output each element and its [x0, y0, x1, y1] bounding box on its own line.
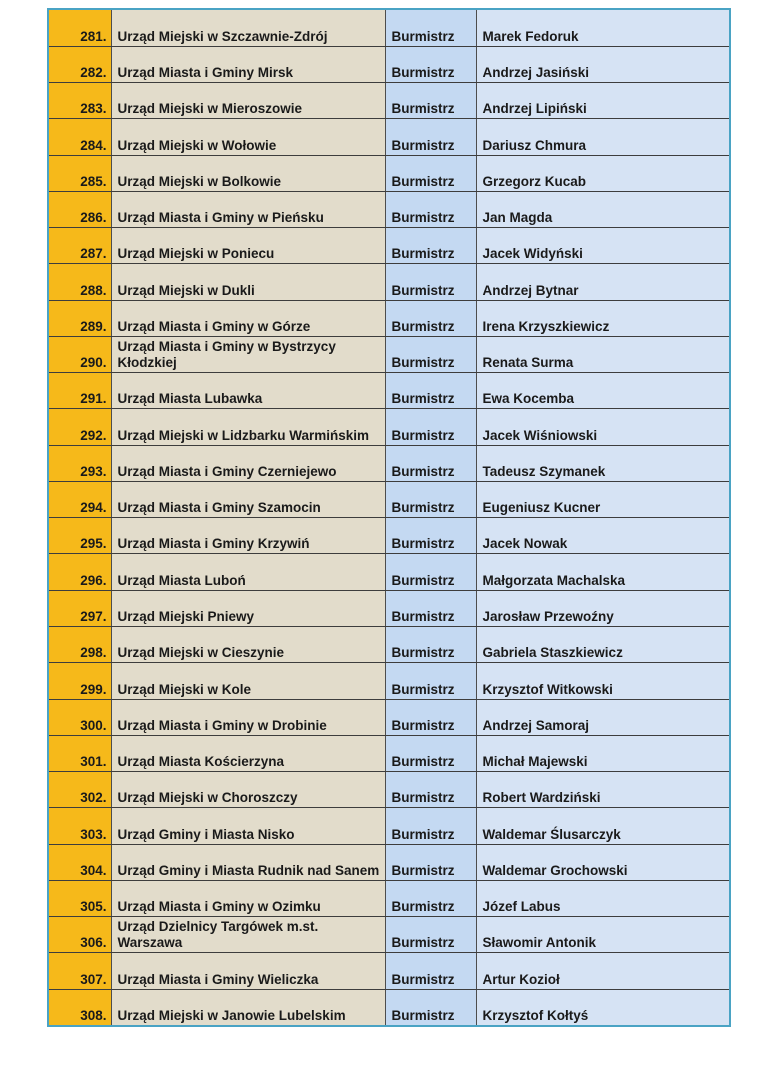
row-number: 299. — [49, 663, 111, 699]
office-name: Urząd Miasta i Gminy w Ozimku — [111, 880, 385, 916]
office-name: Urząd Miejski w Mieroszowie — [111, 83, 385, 119]
official-name: Michał Majewski — [476, 735, 729, 771]
table-row — [49, 228, 729, 264]
official-role: Burmistrz — [385, 119, 476, 155]
table-row — [49, 481, 729, 517]
table-row — [49, 627, 729, 663]
row-number: 298. — [49, 627, 111, 663]
row-number: 307. — [49, 953, 111, 989]
row-number: 297. — [49, 590, 111, 626]
table-row — [49, 554, 729, 590]
official-name: Robert Wardziński — [476, 772, 729, 808]
office-name: Urząd Miejski w Bolkowie — [111, 155, 385, 191]
table-row — [49, 953, 729, 989]
officials-table-frame — [47, 8, 731, 1027]
official-name: Jacek Wiśniowski — [476, 409, 729, 445]
table-row — [49, 445, 729, 481]
office-name: Urząd Dzielnicy Targówek m.st. Warszawa — [111, 917, 385, 953]
row-number: 306. — [49, 917, 111, 953]
table-row — [49, 264, 729, 300]
office-name: Urząd Miasta i Gminy w Drobinie — [111, 699, 385, 735]
official-name: Eugeniusz Kucner — [476, 481, 729, 517]
official-role: Burmistrz — [385, 844, 476, 880]
table-row — [49, 699, 729, 735]
official-role: Burmistrz — [385, 445, 476, 481]
office-name: Urząd Miejski w Kole — [111, 663, 385, 699]
row-number: 300. — [49, 699, 111, 735]
row-number: 293. — [49, 445, 111, 481]
table-row — [49, 844, 729, 880]
official-name: Sławomir Antonik — [476, 917, 729, 953]
office-name: Urząd Miasta i Gminy w Bystrzycy Kłodzkiej — [111, 336, 385, 372]
row-number: 308. — [49, 989, 111, 1025]
official-name: Gabriela Staszkiewicz — [476, 627, 729, 663]
official-name: Dariusz Chmura — [476, 119, 729, 155]
office-name: Urząd Miasta i Gminy Szamocin — [111, 481, 385, 517]
office-name: Urząd Miasta Kościerzyna — [111, 735, 385, 771]
official-role: Burmistrz — [385, 518, 476, 554]
officials-table — [49, 10, 729, 1025]
row-number: 294. — [49, 481, 111, 517]
official-name: Jan Magda — [476, 191, 729, 227]
table-row — [49, 10, 729, 46]
official-name: Józef Labus — [476, 880, 729, 916]
official-role: Burmistrz — [385, 10, 476, 46]
row-number: 285. — [49, 155, 111, 191]
official-role: Burmistrz — [385, 228, 476, 264]
official-role: Burmistrz — [385, 772, 476, 808]
official-role: Burmistrz — [385, 627, 476, 663]
row-number: 286. — [49, 191, 111, 227]
office-name: Urząd Miasta i Gminy w Górze — [111, 300, 385, 336]
table-body — [49, 10, 729, 1025]
office-name: Urząd Miasta i Gminy Mirsk — [111, 46, 385, 82]
row-number: 303. — [49, 808, 111, 844]
official-name: Marek Fedoruk — [476, 10, 729, 46]
official-role: Burmistrz — [385, 481, 476, 517]
row-number: 302. — [49, 772, 111, 808]
row-number: 288. — [49, 264, 111, 300]
table-row — [49, 880, 729, 916]
office-name: Urząd Miasta Lubawka — [111, 373, 385, 409]
table-row — [49, 191, 729, 227]
table-row — [49, 155, 729, 191]
table-row — [49, 83, 729, 119]
official-name: Jacek Widyński — [476, 228, 729, 264]
office-name: Urząd Miejski w Poniecu — [111, 228, 385, 264]
official-name: Jacek Nowak — [476, 518, 729, 554]
official-name: Ewa Kocemba — [476, 373, 729, 409]
official-role: Burmistrz — [385, 880, 476, 916]
official-role: Burmistrz — [385, 155, 476, 191]
official-name: Tadeusz Szymanek — [476, 445, 729, 481]
table-row — [49, 119, 729, 155]
row-number: 292. — [49, 409, 111, 445]
official-role: Burmistrz — [385, 409, 476, 445]
office-name: Urząd Miasta i Gminy Krzywiń — [111, 518, 385, 554]
official-name: Krzysztof Witkowski — [476, 663, 729, 699]
office-name: Urząd Miejski w Wołowie — [111, 119, 385, 155]
office-name: Urząd Miasta i Gminy Czerniejewo — [111, 445, 385, 481]
row-number: 283. — [49, 83, 111, 119]
office-name: Urząd Gminy i Miasta Nisko — [111, 808, 385, 844]
table-row — [49, 735, 729, 771]
row-number: 284. — [49, 119, 111, 155]
row-number: 287. — [49, 228, 111, 264]
official-role: Burmistrz — [385, 191, 476, 227]
office-name: Urząd Miasta Luboń — [111, 554, 385, 590]
official-role: Burmistrz — [385, 300, 476, 336]
official-name: Krzysztof Kołtyś — [476, 989, 729, 1025]
office-name: Urząd Miejski w Choroszczy — [111, 772, 385, 808]
office-name: Urząd Miejski w Lidzbarku Warmińskim — [111, 409, 385, 445]
official-role: Burmistrz — [385, 336, 476, 372]
official-name: Waldemar Ślusarczyk — [476, 808, 729, 844]
official-role: Burmistrz — [385, 590, 476, 626]
official-name: Waldemar Grochowski — [476, 844, 729, 880]
row-number: 289. — [49, 300, 111, 336]
table-row — [49, 336, 729, 372]
office-name: Urząd Miejski w Janowie Lubelskim — [111, 989, 385, 1025]
table-row — [49, 772, 729, 808]
official-role: Burmistrz — [385, 808, 476, 844]
official-role: Burmistrz — [385, 264, 476, 300]
office-name: Urząd Miejski w Dukli — [111, 264, 385, 300]
official-name: Andrzej Jasiński — [476, 46, 729, 82]
official-role: Burmistrz — [385, 373, 476, 409]
row-number: 304. — [49, 844, 111, 880]
official-role: Burmistrz — [385, 46, 476, 82]
table-row — [49, 518, 729, 554]
office-name: Urząd Miasta i Gminy w Pieńsku — [111, 191, 385, 227]
table-row — [49, 300, 729, 336]
office-name: Urząd Miasta i Gminy Wieliczka — [111, 953, 385, 989]
row-number: 281. — [49, 10, 111, 46]
official-name: Grzegorz Kucab — [476, 155, 729, 191]
row-number: 296. — [49, 554, 111, 590]
official-role: Burmistrz — [385, 699, 476, 735]
table-row — [49, 989, 729, 1025]
table-row — [49, 808, 729, 844]
official-role: Burmistrz — [385, 83, 476, 119]
office-name: Urząd Miejski w Szczawnie-Zdrój — [111, 10, 385, 46]
row-number: 290. — [49, 336, 111, 372]
official-role: Burmistrz — [385, 989, 476, 1025]
official-role: Burmistrz — [385, 735, 476, 771]
row-number: 282. — [49, 46, 111, 82]
office-name: Urząd Miejski w Cieszynie — [111, 627, 385, 663]
office-name: Urząd Miejski Pniewy — [111, 590, 385, 626]
official-name: Jarosław Przewoźny — [476, 590, 729, 626]
official-role: Burmistrz — [385, 663, 476, 699]
official-name: Andrzej Lipiński — [476, 83, 729, 119]
official-name: Artur Kozioł — [476, 953, 729, 989]
official-name: Andrzej Samoraj — [476, 699, 729, 735]
official-name: Andrzej Bytnar — [476, 264, 729, 300]
official-name: Renata Surma — [476, 336, 729, 372]
row-number: 291. — [49, 373, 111, 409]
office-name: Urząd Gminy i Miasta Rudnik nad Sanem — [111, 844, 385, 880]
table-row — [49, 373, 729, 409]
official-role: Burmistrz — [385, 917, 476, 953]
table-row — [49, 46, 729, 82]
official-name: Małgorzata Machalska — [476, 554, 729, 590]
table-row — [49, 917, 729, 953]
row-number: 301. — [49, 735, 111, 771]
row-number: 295. — [49, 518, 111, 554]
table-row — [49, 663, 729, 699]
table-row — [49, 590, 729, 626]
row-number: 305. — [49, 880, 111, 916]
official-role: Burmistrz — [385, 953, 476, 989]
table-row — [49, 409, 729, 445]
official-name: Irena Krzyszkiewicz — [476, 300, 729, 336]
official-role: Burmistrz — [385, 554, 476, 590]
